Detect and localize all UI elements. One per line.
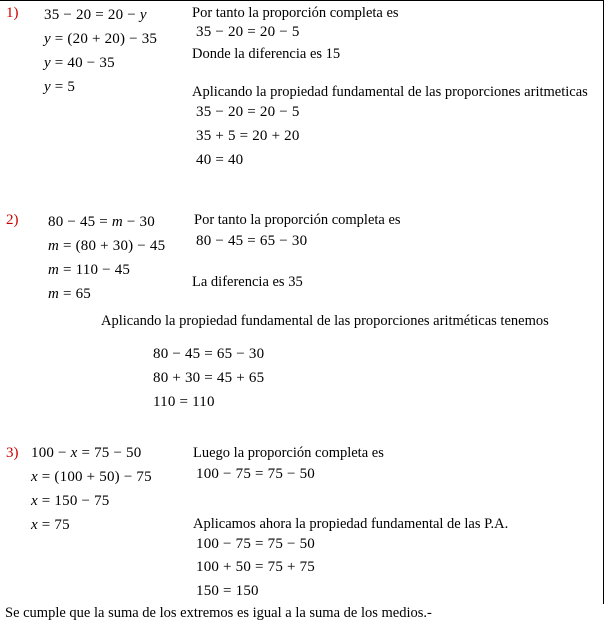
problem-3-proportion: 100 − 75 = 75 − 50 [196, 466, 315, 482]
problem-2-property-text: Aplicando la propiedad fundamental de las proporciones aritméticas tenemos [101, 313, 549, 329]
problem-2-proportion: 80 − 45 = 65 − 30 [196, 233, 308, 249]
problem-2-verification-1: 80 − 45 = 65 − 30 [153, 346, 265, 362]
problem-3-conclusion: Luego la proporción completa es [193, 445, 384, 461]
problem-2-step-3: m = 110 − 45 [48, 262, 131, 278]
problem-2-step-2: m = (80 + 30) − 45 [48, 238, 166, 254]
problem-2-conclusion: Por tanto la proporción completa es [194, 212, 401, 228]
footer-conclusion: Se cumple que la suma de los extremos es igual a la suma de los medios.- [5, 605, 432, 621]
problem-2-number: 2) [6, 212, 19, 228]
problem-1-step-3: y = 40 − 35 [44, 55, 115, 71]
problem-3-verification-3: 150 = 150 [196, 583, 259, 599]
problem-2-verification-2: 80 + 30 = 45 + 65 [153, 370, 265, 386]
problem-3-number: 3) [6, 445, 19, 461]
problem-3-step-1: 100 − x = 75 − 50 [31, 445, 142, 461]
top-border [0, 0, 604, 1]
problem-3-step-2: x = (100 + 50) − 75 [31, 469, 152, 485]
problem-1-verification-3: 40 = 40 [196, 152, 244, 168]
problem-1-property-text: Aplicando la propiedad fundamental de las proporciones aritmeticas [192, 84, 588, 100]
problem-1-proportion: 35 − 20 = 20 − 5 [196, 24, 300, 40]
problem-1-number: 1) [6, 5, 19, 21]
problem-3-step-4: x = 75 [31, 517, 70, 533]
problem-2-verification-3: 110 = 110 [153, 394, 215, 410]
problem-2-difference: La diferencia es 35 [192, 274, 303, 290]
problem-1-step-2: y = (20 + 20) − 35 [44, 31, 158, 47]
problem-2-step-1: 80 − 45 = m − 30 [48, 214, 155, 230]
problem-1-verification-1: 35 − 20 = 20 − 5 [196, 104, 300, 120]
problem-3-property-text: Aplicamos ahora la propiedad fundamental de las P.A. [193, 516, 509, 532]
problem-3-verification-2: 100 + 50 = 75 + 75 [196, 559, 315, 575]
problem-3-verification-1: 100 − 75 = 75 − 50 [196, 536, 315, 552]
problem-1-conclusion: Por tanto la proporción completa es [192, 5, 399, 21]
problem-1-step-4: y = 5 [44, 79, 76, 95]
problem-1-verification-2: 35 + 5 = 20 + 20 [196, 128, 300, 144]
problem-3-step-3: x = 150 − 75 [31, 493, 110, 509]
problem-1-difference: Donde la diferencia es 15 [192, 46, 341, 62]
problem-1-step-1: 35 − 20 = 20 − y [44, 7, 147, 23]
problem-2-step-4: m = 65 [48, 286, 92, 302]
